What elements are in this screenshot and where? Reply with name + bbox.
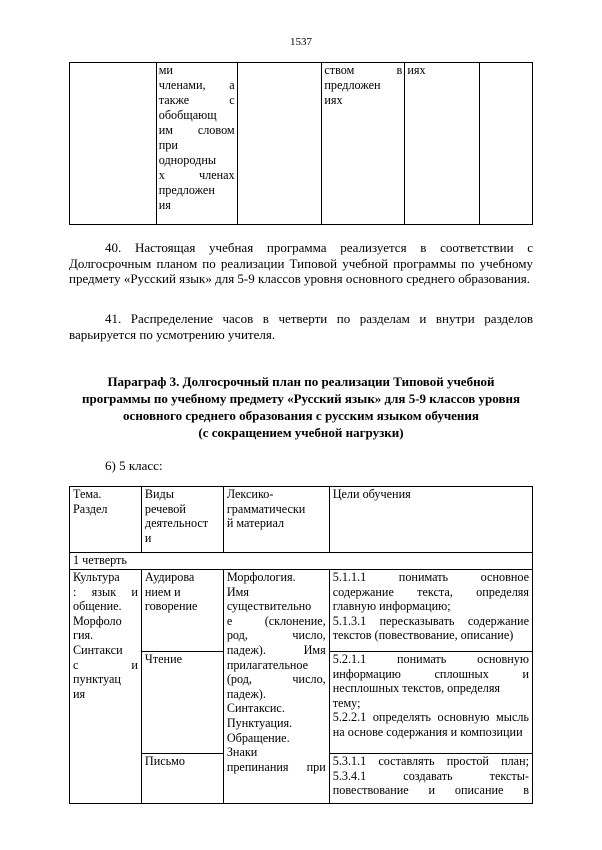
text-line: с и [73, 657, 138, 672]
text-line: Виды [144, 487, 174, 501]
grade-label: 6) 5 класс: [105, 458, 163, 473]
text-line: Тема. [73, 487, 102, 501]
table-cell [237, 63, 322, 225]
text-line: иях [324, 93, 343, 107]
text-line: ми [158, 63, 173, 77]
activity-reading: Чтение [141, 652, 223, 754]
text-line: информацию сплошных и [332, 666, 529, 681]
page-number: 1537 [290, 36, 312, 48]
text-line: существительно [226, 599, 312, 614]
text-line: при [158, 138, 178, 152]
text-line: обобщающ [158, 108, 217, 122]
table-row [70, 570, 533, 652]
cell-text [159, 63, 235, 213]
text-line: иях [407, 63, 426, 77]
text-line: Пунктуация. [226, 715, 293, 730]
text-line: предложен [158, 183, 215, 197]
table-cell [70, 63, 157, 225]
text-line: главную информацию; [332, 599, 451, 614]
continuation-table [69, 62, 533, 225]
text-line: нием и [144, 584, 181, 599]
text-line: деятельност [144, 516, 209, 531]
text-line: прилагательное [226, 657, 309, 672]
text-line: текстов (повествование, описание) [332, 628, 514, 643]
paragraph-40: 40. Настоящая учебная программа реализуется в соответствии с Долгосрочным планом по реализации Типовой учебной программы по учебному предмету «Русский язык» для 5-9 классов уровня основного среднего образования. [69, 240, 533, 287]
text-line: общение. [73, 599, 122, 614]
text-line: 5.1.3.1 пересказывать содержание [332, 613, 529, 628]
heading-line: программы по учебному предмету «Русский язык» для 5-9 классов уровня [81, 391, 521, 406]
text-line: падеж). [226, 686, 266, 701]
section-heading [69, 373, 533, 441]
header-grammar [223, 487, 329, 553]
cell-text [324, 63, 402, 108]
text-line: 5.2.2.1 определять основную мысль [332, 710, 529, 725]
goals-writing [329, 754, 532, 804]
text-line: препинания при [226, 759, 326, 774]
text-line: однородны [158, 153, 217, 167]
text-line: Аудирова [144, 570, 195, 584]
text-line: членами, а [158, 78, 235, 92]
header-goals [329, 487, 532, 553]
text-line: гия. [73, 628, 94, 643]
quarter-row [70, 553, 533, 570]
quarter-cell: 1 четверть [70, 553, 533, 570]
goals-reading [329, 652, 532, 754]
text-line: 5.3.4.1 создавать тексты- [332, 768, 529, 783]
header-activity [141, 487, 223, 553]
header-topic [70, 487, 142, 553]
paragraph-41: 41. Распределение часов в четверти по разделам и внутри разделов варьируется по усмотрению учителя. [69, 311, 533, 342]
heading-line: (с сокращением учебной нагрузки) [198, 425, 404, 440]
text-line: й материал [226, 516, 285, 531]
activity-listening [141, 570, 223, 652]
text-line: на основе содержания и композиции [332, 724, 523, 739]
text-line: ия [73, 686, 86, 701]
text-line: падеж). Имя [226, 642, 326, 657]
text-line: Культура [73, 570, 120, 584]
text-line: предложен [324, 78, 381, 92]
text-line: ия [158, 198, 171, 212]
topic-cell [70, 570, 142, 804]
text-line: Знаки [226, 745, 258, 760]
text-line: х членах [158, 168, 235, 182]
table-cell [322, 63, 405, 225]
table-cell [156, 63, 237, 225]
text-line: также с [158, 93, 235, 107]
cell-text [407, 63, 477, 78]
table-header-row [70, 487, 533, 553]
text-line: Обращение. [226, 730, 290, 745]
text-line: 5.2.1.1 понимать основную [332, 652, 529, 666]
text-line: : язык и [73, 584, 138, 599]
text-line: и [144, 530, 152, 545]
text-line: 5.3.1.1 составлять простой план; [332, 754, 529, 768]
plan-table [69, 486, 533, 804]
text-line: им словом [158, 123, 235, 137]
table-cell [405, 63, 480, 225]
text-line: содержание текста, определяя [332, 584, 529, 599]
text-line: (род, число, [226, 672, 326, 687]
text-line: Синтакси [73, 642, 123, 657]
text-line: Лексико- [226, 487, 274, 501]
text-line: е (склонение, [226, 613, 326, 628]
table-cell [480, 63, 533, 225]
activity-writing: Письмо [141, 754, 223, 804]
text-line: 5.1.1.1 понимать основное [332, 570, 529, 584]
text-line: род, число, [226, 628, 326, 643]
text-line: Имя [226, 584, 249, 599]
text-line: пунктуац [73, 672, 121, 687]
text-line: грамматически [226, 501, 306, 516]
text-line: речевой [144, 501, 186, 516]
text-line: Цели обучения [332, 487, 411, 501]
text-line: тему; [332, 695, 361, 710]
text-line: Синтаксис. [226, 701, 285, 716]
text-line: Морфология. [226, 570, 296, 584]
text-line: Раздел [73, 501, 108, 516]
text-line: несплошных текстов, определяя [332, 681, 501, 696]
goals-listening [329, 570, 532, 652]
heading-line: Параграф 3. Долгосрочный план по реализации Типовой учебной [107, 374, 495, 389]
text-line: ством в [324, 63, 403, 77]
text-line: говорение [144, 599, 198, 614]
heading-line: основного среднего образования с русским языком обучения [123, 408, 479, 423]
grammar-cell [223, 570, 329, 804]
text-line: Морфоло [73, 613, 122, 628]
text-line: повествование и описание в [332, 783, 529, 798]
